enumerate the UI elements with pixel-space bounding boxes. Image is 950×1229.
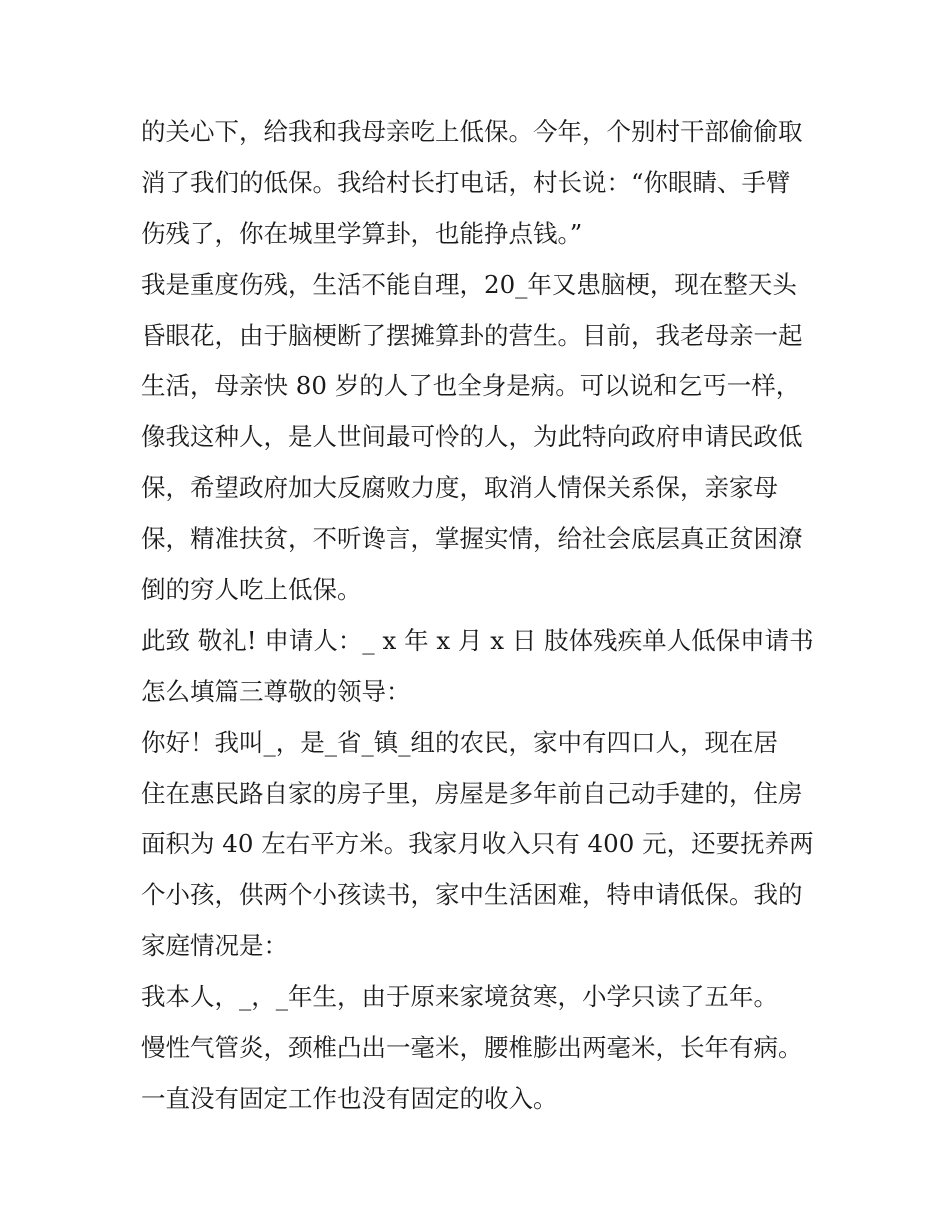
text-line: 消了我们的低保。我给村长打电话，村长说：“你眼睛、手臂 xyxy=(141,167,791,197)
text-line: 住在惠民路自家的房子里，房屋是多年前自己动手建的，住房 xyxy=(141,778,803,808)
text-line: 昏眼花，由于脑梗断了摆摊算卦的营生。目前，我老母亲一起 xyxy=(141,320,803,350)
document-body xyxy=(141,107,821,1125)
text-line: 此致 敬礼! 申请人：_ x 年 x 月 x 日 肢体残疾单人低保申请书 xyxy=(141,625,814,655)
text-line: 你好！我叫_，是_省_镇_组的农民，家中有四口人，现在居 xyxy=(141,727,778,757)
paragraph-4 xyxy=(141,718,821,972)
text-line: 生活，母亲快 80 岁的人了也全身是病。可以说和乞丐一样， xyxy=(141,371,801,401)
paragraph-5 xyxy=(141,972,821,1125)
text-line: 的关心下，给我和我母亲吃上低保。今年，个别村干部偷偷取 xyxy=(141,117,803,146)
paragraph-3-closing xyxy=(141,616,821,718)
text-line: 我本人，_，_年生，由于原来家境贫寒，小学只读了五年。 xyxy=(141,982,778,1012)
text-line: 像我这种人，是人世间最可怜的人，为此特向政府申请民政低 xyxy=(141,422,803,452)
paragraph-1 xyxy=(141,107,821,260)
text-line: 面积为 40 左右平方米。我家月收入只有 400 元，还要抚养两 xyxy=(141,829,814,859)
text-line: 慢性气管炎，颈椎凸出一毫米，腰椎膨出两毫米，长年有病。 xyxy=(141,1033,803,1063)
text-line: 保，希望政府加大反腐败力度，取消人情保关系保，亲家母 xyxy=(141,473,778,503)
text-line: 倒的穷人吃上低保。 xyxy=(141,575,362,605)
text-line: 家庭情况是： xyxy=(141,931,288,961)
text-line: 一直没有固定工作也没有固定的收入。 xyxy=(141,1083,558,1113)
text-line: 保，精准扶贫，不听谗言，掌握实情，给社会底层真正贫困潦 xyxy=(141,524,803,554)
text-line: 个小孩，供两个小孩读书，家中生活困难，特申请低保。我的 xyxy=(141,880,803,910)
text-line: 怎么填篇三尊敬的领导： xyxy=(141,676,411,706)
text-line: 伤残了，你在城里学算卦，也能挣点钱。” xyxy=(141,218,583,248)
text-line: 我是重度伤残，生活不能自理，20_年又患脑梗，现在整天头 xyxy=(141,269,797,299)
paragraph-2 xyxy=(141,260,821,616)
